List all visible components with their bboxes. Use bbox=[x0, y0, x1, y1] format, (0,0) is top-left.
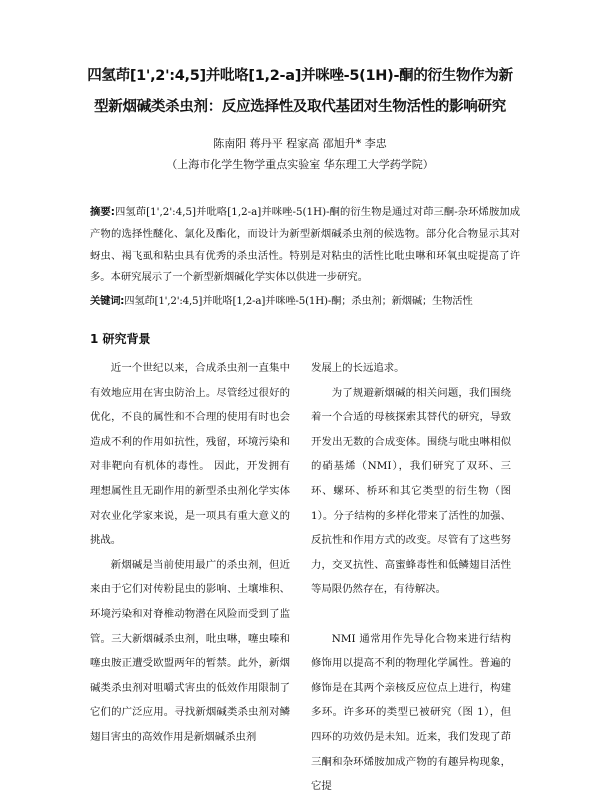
paragraph: 近一个世纪以来，合成杀虫剂一直集中有效地应用在害虫防治上。尽管经过很好的优化，不良的属性和不合理的使用有时也会造成不利的作用如抗性，残留，环境污染和对非靶向有机体的毒性。 因此，开发拥有理想属性且无副作用的新型杀虫剂化学实体对农业化学家来说，是一项具有重大意义的挑战。 bbox=[90, 362, 290, 547]
keywords bbox=[90, 292, 530, 307]
paragraph: NMI 通常用作先导化合物来进行结构修饰用以提高不利的物理化学属性。普遍的修饰是在其两个亲核反应位点上进行，构建多环。许多环的类型已被研究（图 1），但四环的功效仍是未知。近来，我们发现了茚三酮和杂环烯胺加成产物的有趣异构现象，它提 bbox=[311, 632, 511, 793]
authors: 陈南阳 蒋丹平 程家高 邵旭升* 李忠 bbox=[213, 137, 387, 150]
paragraph: 新烟碱是当前使用最广的杀虫剂，但近来由于它们对传粉昆虫的影响、土壤堆积、环境污染和对脊椎动物潜在风险而受到了监管。三大新烟碱杀虫剂，吡虫啉，噻虫嗪和噻虫胺正遭受欧盟两年的暂禁。此外，新烟碱类杀虫剂对咀嚼式害虫的低效作用限制了它们的广泛应用。寻找新烟碱类杀虫剂对鳞翅目害虫的高效作用是新烟碱杀虫剂 bbox=[90, 558, 290, 743]
keywords-label: 关键词: bbox=[90, 295, 125, 307]
paragraph: 发展上的长远追求。 bbox=[311, 362, 405, 374]
keywords-text: 四氢茚[1',2':4,5]并吡咯[1,2-a]并咪唑-5(1H)-酮；杀虫剂；新烟碱；生物活性 bbox=[124, 295, 473, 307]
paper-title-line-2: 型新烟碱类杀虫剂：反应选择性及取代基团对生物活性的影响研究 bbox=[94, 99, 506, 115]
paper-title-line-1: 四氢茚[1',2':4,5]并吡咯[1,2-a]并咪唑-5(1H)-酮的衍生物作为新 bbox=[87, 68, 513, 84]
abstract-label: 摘要: bbox=[90, 206, 115, 218]
body-column-left bbox=[90, 356, 290, 750]
body-column-right bbox=[311, 356, 511, 799]
abstract bbox=[90, 202, 520, 289]
affiliation: （上海市化学生物学重点实验室 华东理工大学药学院） bbox=[166, 158, 434, 171]
section-heading: 1 研究背景 bbox=[90, 332, 151, 346]
abstract-text: 四氢茚[1',2':4,5]并吡咯[1,2-a]并咪唑-5(1H)-酮的衍生物是通过对茚三酮-杂环烯胺加成产物的选择性醚化、氯化及酯化，而设计为新型新烟碱杀虫剂的候选物。部分化合物显示其对蚜虫、褐飞虱和粘虫具有优秀的杀虫活性。特别是对粘虫的活性比吡虫啉和环氧虫啶提高了许多。本研究展示了一个新型新烟碱化学实体以供进一步研究。 bbox=[90, 206, 521, 284]
paragraph: 为了规避新烟碱的相关问题，我们围绕着一个合适的母核探索其替代的研究，导致开发出无数的合成变体。围绕与吡虫啉相似的硝基烯（NMI），我们研究了双环、三环、螺环、桥环和其它类型的衍生物（图 1）。分子结构的多样化带来了活性的加强、反抗性和作用方式的改变。尽管有了这些努力，交叉抗性、高蜜蜂毒性和低鳞翅目活性等局限仍然存在，有待解决。 bbox=[311, 386, 511, 596]
